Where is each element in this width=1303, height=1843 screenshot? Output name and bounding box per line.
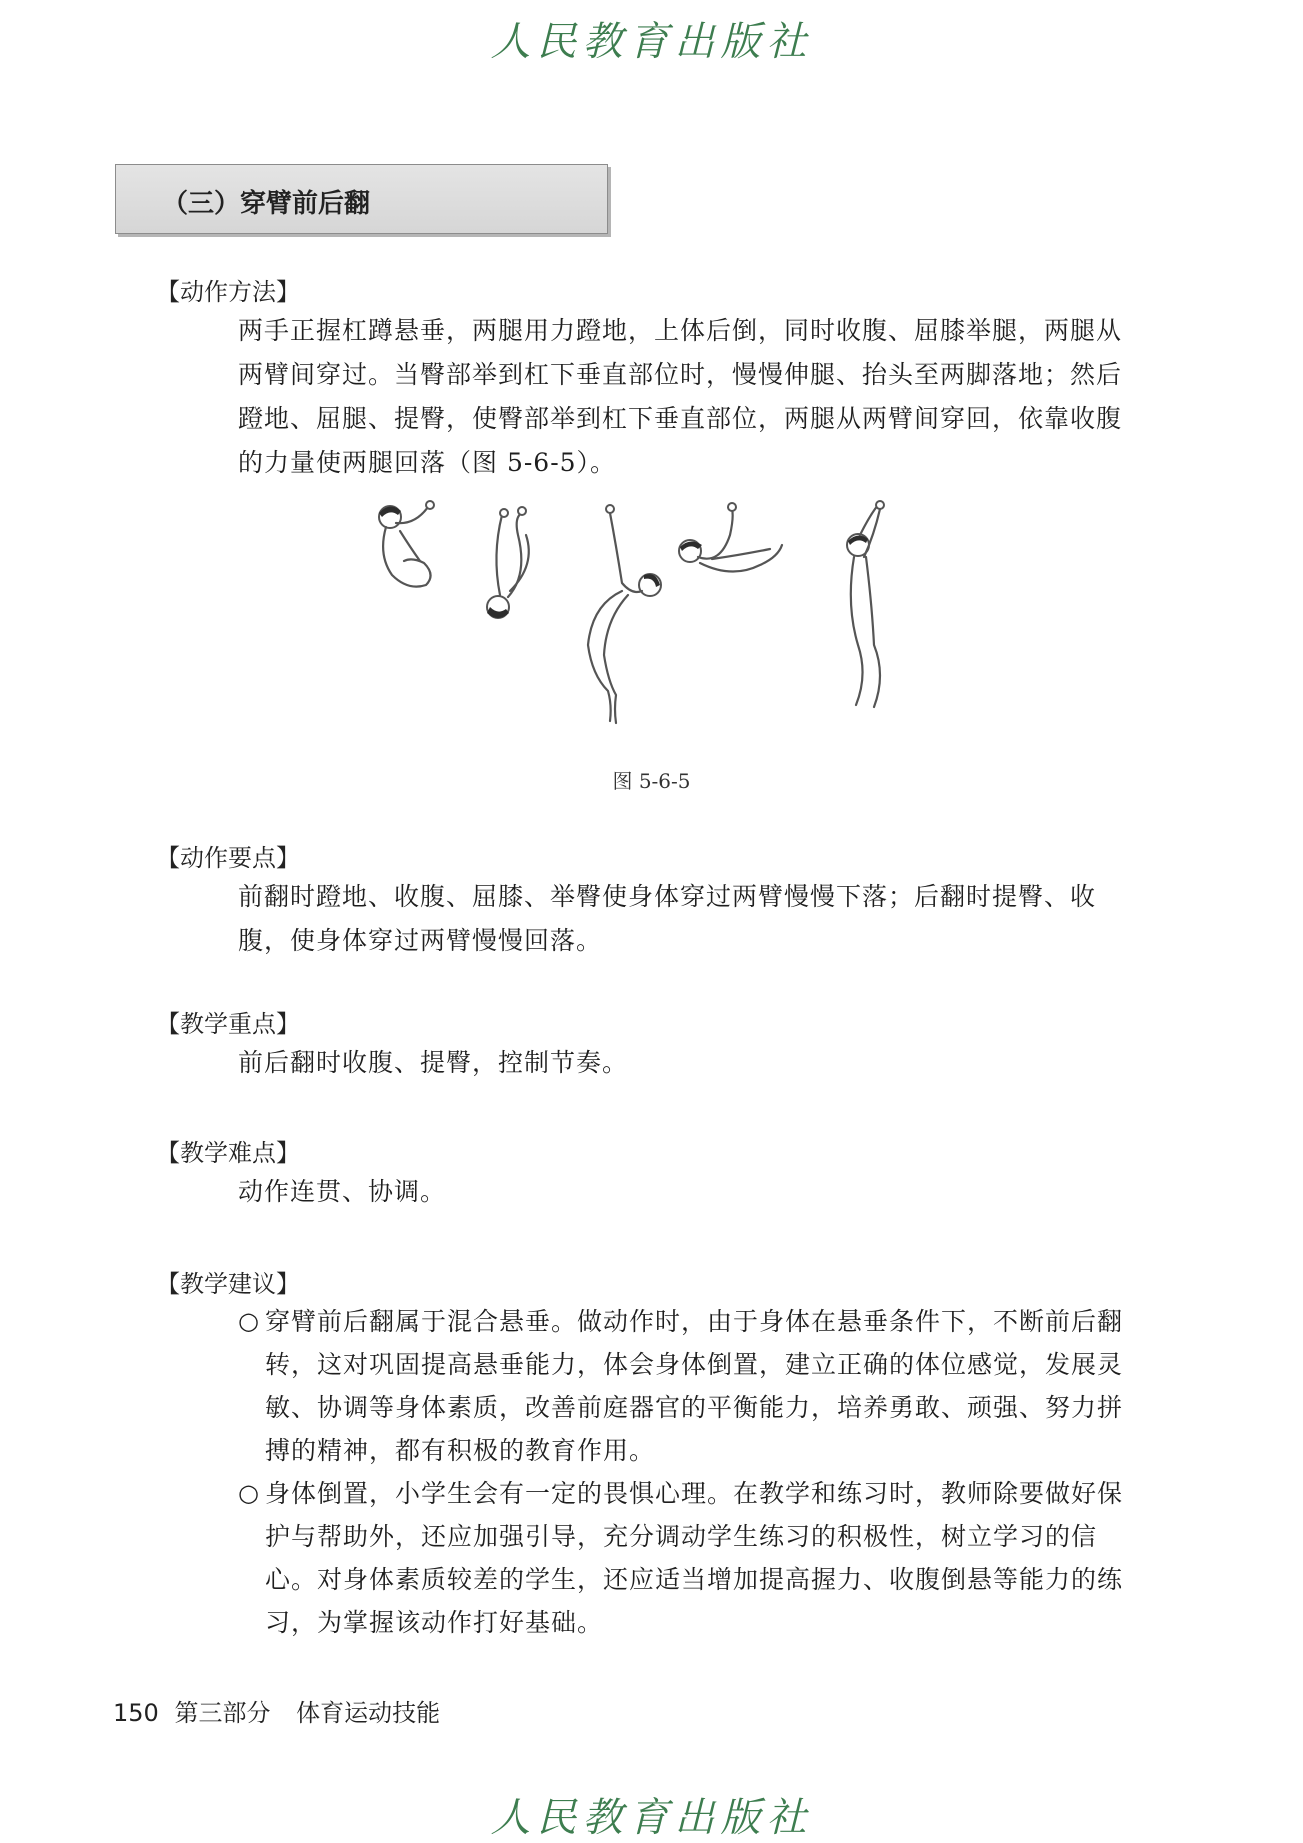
publisher-watermark-bottom: 人民教育出版社 — [490, 1795, 813, 1841]
circle-bullet-icon: ○ — [238, 1307, 260, 1335]
key-points-text: 前翻时蹬地、收腹、屈膝、举臀使身体穿过两臂慢慢下落；后翻时提臀、收腹，使身体穿过两臂慢慢回落。 — [238, 882, 1097, 955]
gymnast-pose-5 — [847, 501, 884, 707]
page-number: 150 — [113, 1699, 159, 1727]
section-title: （三）穿臂前后翻 — [162, 189, 371, 219]
gymnast-pose-1 — [379, 501, 434, 587]
teaching-focus-text: 前后翻时收腹、提臀，控制节奏。 — [238, 1048, 629, 1077]
teaching-difficulty-text: 动作连贯、协调。 — [238, 1177, 447, 1206]
teaching-suggestions-heading: 【教学建议】 — [156, 1270, 300, 1298]
suggestion-text: 穿臂前后翻属于混合悬垂。做动作时，由于身体在悬垂条件下，不断前后翻转，这对巩固提高悬垂能力，体会身体倒置，建立正确的体位感觉，发展灵敏、协调等身体素质，改善前庭器官的平衡能力，培养勇敢、顽强、努力拼搏的精神，都有积极的教育作用。 — [265, 1307, 1124, 1465]
method-text: 两手正握杠蹲悬垂，两腿用力蹬地，上体后倒，同时收腹、屈膝举腿，两腿从两臂间穿过。当臀部举到杠下垂直部位时，慢慢伸腿、抬头至两脚落地；然后蹬地、屈腿、提臀，使臀部举到杠下垂直部位，两腿从两臂间穿回，依靠收腹的力量使两腿回落（图 5-6-5）。 — [238, 316, 1123, 477]
footer-chapter: 体育运动技能 — [296, 1699, 441, 1727]
gymnast-pose-4 — [679, 503, 782, 572]
suggestion-item — [238, 1300, 1138, 1472]
circle-bullet-icon: ○ — [238, 1479, 260, 1507]
gymnast-pose-3 — [588, 505, 661, 723]
suggestion-text: 身体倒置，小学生会有一定的畏惧心理。在教学和练习时，教师除要做好保护与帮助外，还应加强引导，充分调动学生练习的积极性，树立学习的信心。对身体素质较差的学生，还应适当增加提高握力、收腹倒悬等能力的练习，为掌握该动作打好基础。 — [265, 1479, 1124, 1637]
gymnast-pose-2 — [487, 507, 529, 618]
section-title-box — [115, 164, 608, 234]
method-heading: 【动作方法】 — [156, 278, 300, 306]
figure-caption: 图 5-6-5 — [612, 769, 691, 793]
teaching-focus-heading: 【教学重点】 — [156, 1010, 300, 1038]
key-points-heading: 【动作要点】 — [156, 844, 300, 872]
suggestion-item — [238, 1472, 1138, 1644]
footer-part: 第三部分 — [174, 1699, 271, 1727]
teaching-difficulty-heading: 【教学难点】 — [156, 1139, 300, 1167]
publisher-watermark-top: 人民教育出版社 — [490, 19, 813, 65]
page-footer — [113, 1693, 440, 1728]
figure-5-6-5-illustration — [360, 495, 970, 735]
